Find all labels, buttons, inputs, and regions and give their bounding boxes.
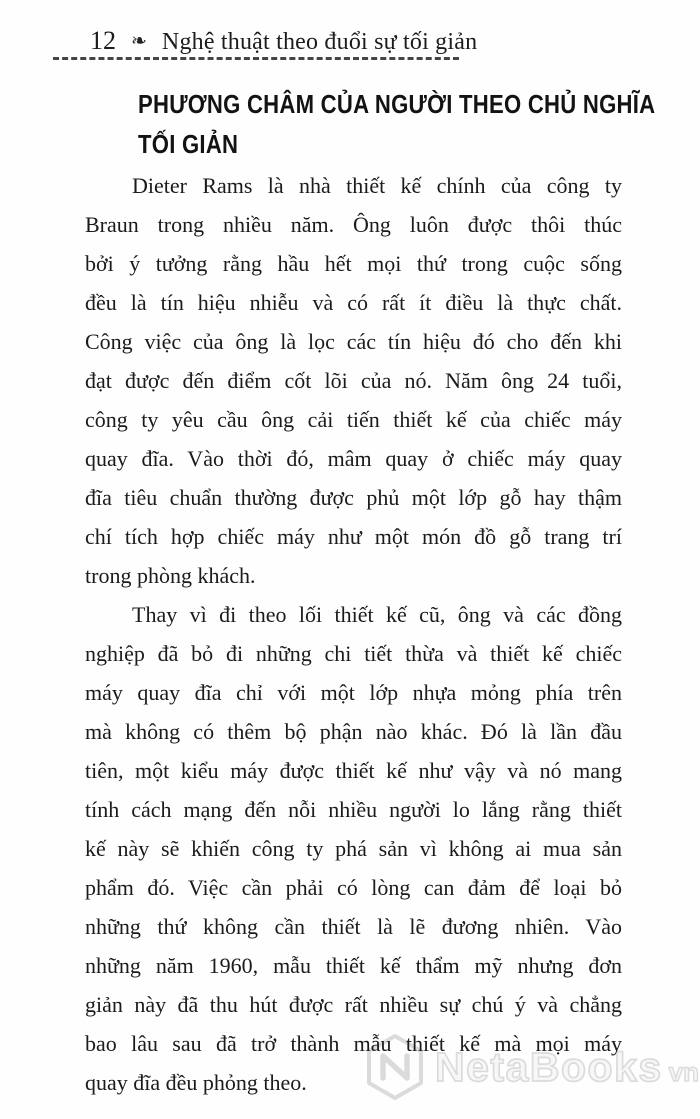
- body-text-line: máy quay đĩa chỉ với một lớp nhựa mỏng phía trên: [85, 680, 622, 705]
- body-text-line: đạt được đến điểm cốt lõi của nó. Năm ông 24 tuổi,: [85, 368, 622, 393]
- page-header: [90, 26, 477, 56]
- body-text-line: phẩm đó. Việc cần phải có lòng can đảm để loại bỏ: [85, 875, 622, 900]
- body-text-line: giản này đã thu hút được rất nhiều sự chú ý và chẳng: [85, 992, 622, 1017]
- watermark-tld: vn: [668, 1056, 700, 1087]
- watermark-brand: NetaBooks: [435, 1043, 663, 1090]
- body-text-line: chí tích hợp chiếc máy như một món đồ gỗ trang trí: [85, 524, 622, 549]
- body-text-line: đĩa tiêu chuẩn thường được phủ một lớp gỗ hay thậm: [85, 485, 622, 510]
- body-text-line: những năm 1960, mẫu thiết kế thẩm mỹ nhưng đơn: [85, 953, 622, 978]
- body-text-line: nghiệp đã bỏ đi những chi tiết thừa và thiết kế chiếc: [85, 641, 622, 666]
- body-text-line: tiên, một kiểu máy được thiết kế như vậy và nó mang: [85, 758, 622, 783]
- body-text-line: những thứ không cần thiết là lẽ đương nhiên. Vào: [85, 914, 622, 939]
- body-text-line: công ty yêu cầu ông cải tiến thiết kế của chiếc máy: [85, 407, 622, 432]
- body-text-line: trong phòng khách.: [85, 563, 256, 588]
- body-text-line: Braun trong nhiều năm. Ông luôn được thôi thúc: [85, 212, 622, 237]
- section-heading: [138, 84, 665, 164]
- body-text: [85, 166, 622, 1102]
- body-text-line: quay đĩa đều phỏng theo.: [85, 1070, 307, 1095]
- body-text-line: đều là tín hiệu nhiễu và có rất ít điều là thực chất.: [85, 290, 622, 315]
- body-text-line: quay đĩa. Vào thời đó, mâm quay ở chiếc máy quay: [85, 446, 622, 471]
- body-text-line: tính cách mạng đến nỗi nhiều người lo lắng rằng thiết: [85, 797, 622, 822]
- leaf-ornament-icon: ❧: [131, 30, 147, 52]
- page-number: 12: [90, 26, 116, 55]
- body-text-line: Công việc của ông là lọc các tín hiệu đó cho đến khi: [85, 329, 622, 354]
- body-text-line: Dieter Rams là nhà thiết kế chính của công ty: [132, 173, 622, 198]
- running-title: Nghệ thuật theo đuổi sự tối giản: [161, 29, 478, 55]
- body-text-line: bởi ý tưởng rằng hầu hết mọi thứ trong cuộc sống: [85, 251, 622, 276]
- body-text-line: kế này sẽ khiến công ty phá sản vì không ai mua sản: [85, 836, 622, 861]
- section-heading-line: TỐI GIẢN: [138, 129, 239, 159]
- section-heading-line: PHƯƠNG CHÂM CỦA NGƯỜI THEO CHỦ NGHĨA: [138, 89, 656, 119]
- body-text-line: bao lâu sau đã trở thành mẫu thiết kế mà mọi máy: [85, 1031, 622, 1056]
- body-text-line: mà không có thêm bộ phận nào khác. Đó là lần đầu: [85, 719, 622, 744]
- header-divider: [53, 57, 459, 60]
- body-text-line: Thay vì đi theo lối thiết kế cũ, ông và các đồng: [132, 602, 622, 627]
